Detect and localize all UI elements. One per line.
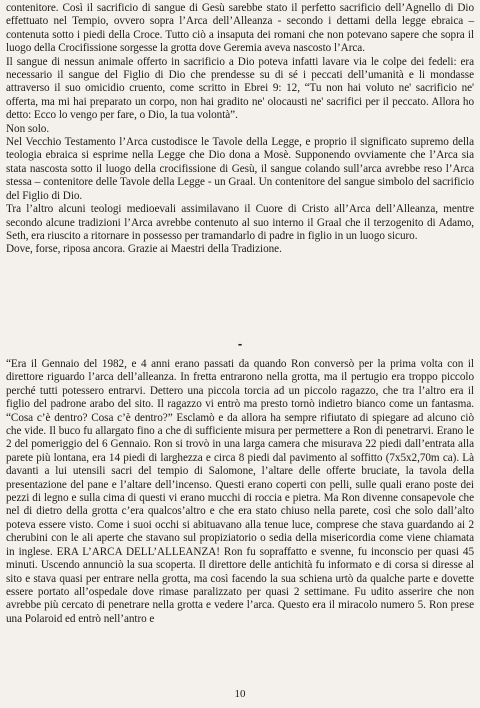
paragraph: Il sangue di nessun animale offerto in sacrificio a Dio poteva infatti lavare via le colpe dei fedeli: era necessario il sangue del Figlio di Dio che prendesse su di sé i peccati dell’umanità e li mondasse attraverso il suo omicidio cruento, come scritto in Ebrei 9: 12, “Tu non hai voluto ne' sacrificio ne' offerta, ma mi hai preparato un corpo, non hai gradito ne' olocausti ne' sacrifici per il peccato. Allora ho detto: Ecco lo vengo per fare, o Dio, la tua volontà”. [6, 55, 474, 122]
section-separator: - [237, 336, 243, 351]
paragraph: “Era il Gennaio del 1982, e 4 anni erano passati da quando Ron conversò per la prima volta con il direttore riguardo l’arca dell’alleanza. In fretta entrarono nella grotta, ma il pertugio era troppo piccolo perché tutti potessero entrarvi. Dettero una piccola torcia ad un piccolo ragazzo, che tra l’altro era il figlio del padrone arabo del sito. Il ragazzo vi entrò ma presto tornò indietro bianco come un fantasma. “Cosa c’è dentro? Cosa c’è dentro?” Esclamò e da allora ha sempre rifiutato di spiegare ad alcuno ciò che vide. Il buco fu allargato fino a che di sufficiente misura per permettere a Ron di penetrarvi. Erano le 2 del pomeriggio del 6 Gennaio. Ron si trovò in una larga camera che misurava 22 piedi dall’entrata alla parete più lontana, era 14 piedi di larghezza e circa 8 piedi dal pavimento al soffitto (7x5x2,70m ca). Là davanti a lui utensili sacri del tempio di Salomone, l’altare delle offerte bruciate, la tavola della presentazione del pane e l’altare dell’incenso. Questi erano coperti con pelli, sulle quali erano poste dei pezzi di legno e sulla cima di questi vi erano mucchi di roccia e pietra. Ma Ron divenne consapevole che nel di dietro della grotta c’era qualcos’altro e che era stato chiuso nella parete, così che solo dall’alto poteva essere visto. Come i suoi occhi si abituavano alla tenue luce, comprese che stava guardando ai 2 cherubini con le ali aperte che stavano sul propiziatorio o sedia della misericordia come viene chiamata in inglese. ERA L’ARCA DELL’ALLEANZA! Ron fu sopraffatto e svenne, fu inconscio per quasi 45 minuti. Uscendo annunciò la sua scoperta. Il direttore delle antichità fu informato e di corsa si diresse al sito e stava quasi per entrare nella grotta, ma così facendo la sua schiena urtò da qualche parte e dovette essere portato all’ospedale dove rimase paralizzato per quasi 2 settimane. Fu udito asserire che non avrebbe più cercato di penetrare nella grotta e vedere l’arca. Questo era il miracolo numero 5. Ron prese una Polaroid ed entrò nell’antro e [6, 358, 474, 625]
paragraph: Dove, forse, riposa ancora. Grazie ai Maestri della Tradizione. [6, 243, 282, 256]
paragraph: Tra l’altro alcuni teologi medioevali assimilavano il Cuore di Cristo all’Arca dell’Alleanza, mentre secondo alcune tradizioni l’Arca avrebbe contenuto al suo interno il Graal che il terzogenito di Adamo, Seth, era riuscito a ritornare in possesso per tramandarlo di padre in figlio in un luogo sicuro. [6, 203, 474, 242]
paragraph: Nel Vecchio Testamento l’Arca custodisce le Tavole della Legge, e proprio il significato supremo della teologia ebraica si esprime nella Legge che Dio dona a Mosè. Supponendo ovviamente che l’Arca sia stata nascosta sotto il luogo della crocifissione di Gesù, il sangue colando sull’arca avrebbe reso l’Arca stessa – contenitore delle Tavole della Legge - un Graal. Un contenitore del sangue simbolo del sacrificio del Figlio di Dio. [6, 136, 474, 202]
paragraph: contenitore. Così il sacrificio di sangue di Gesù sarebbe stato il perfetto sacrificio dell’Agnello di Dio effettuato nel Tempio, ovvero sopra l’Arca dell’Alleanza - secondo i dettami della legge ebraica – contenuta sotto i piedi della Croce. Tutto ciò a insaputa dei romani che non potevano sapere che sopra il luogo della Crocifissione sorgesse la grotta dove Geremia aveva nascosto l’Arca. [6, 2, 474, 55]
paragraph: Non solo. [6, 122, 50, 135]
lower-text-block [6, 358, 474, 626]
upper-text-block [6, 2, 474, 257]
page-number: 10 [234, 688, 246, 700]
